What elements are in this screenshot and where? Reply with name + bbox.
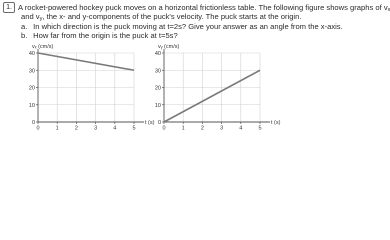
stem-line-1-subscript: x <box>387 7 390 13</box>
vy-x-tick-label: 1 <box>181 125 185 132</box>
question-b <box>21 31 178 40</box>
vy-x-tick-label: 0 <box>162 125 166 132</box>
vy-graph-svg <box>148 41 288 132</box>
question-a-letter: a. <box>21 22 28 31</box>
vx-x-tick-label: 4 <box>113 125 117 132</box>
vx-y-axis-label: vₓ (cm/s) <box>32 44 54 50</box>
vx-y-tick-label: 0 <box>31 120 35 126</box>
vx-y-tick-label: 30 <box>28 68 35 75</box>
vy-y-tick-label: 20 <box>154 85 161 92</box>
stem-line-1-text: A rocket-powered hockey puck moves on a horizontal frictionless table. The following figure shows graphs of v <box>18 3 388 12</box>
vy-y-axis-label: vᵧ (cm/s) <box>158 44 180 50</box>
question-b-letter: b. <box>21 31 28 40</box>
vx-x-tick-label: 1 <box>55 125 59 132</box>
stem-line-2-text-b: , the x- and y-components of the puck's velocity. The puck starts at the origin. <box>42 12 302 21</box>
vy-y-tick-label: 40 <box>154 51 161 57</box>
vx-x-tick-label: 5 <box>132 125 136 132</box>
vx-x-tick-label: 3 <box>94 125 98 132</box>
stem-line-2-subscript: y <box>39 16 43 22</box>
stem-line-2-text-a: and v <box>21 12 40 21</box>
vy-x-tick-label: 4 <box>239 125 243 132</box>
vy-x-tick-label: 2 <box>200 125 204 132</box>
vy-graph <box>148 41 288 132</box>
question-b-text: How far from the origin is the puck at t=5s? <box>33 31 178 40</box>
vx-graph-svg <box>22 41 162 132</box>
vy-x-tick-label: 5 <box>258 125 262 132</box>
vy-x-axis-label: t (s) <box>271 120 281 126</box>
vx-x-tick-label: 2 <box>74 125 78 132</box>
problem-number: 1. <box>3 2 15 13</box>
question-a-text: In which direction is the puck moving at t=2s? Give your answer as an angle from the x-axis. <box>33 22 343 31</box>
question-a <box>21 22 343 31</box>
vy-y-tick-label: 30 <box>154 68 161 75</box>
vx-x-tick-label: 0 <box>36 125 40 132</box>
vy-y-tick-label: 10 <box>154 102 161 109</box>
vx-y-tick-label: 10 <box>28 102 35 109</box>
vx-graph <box>22 41 162 132</box>
vx-x-axis-label: t (s) <box>145 120 155 126</box>
vy-x-tick-label: 3 <box>220 125 224 132</box>
vx-y-tick-label: 20 <box>28 85 35 92</box>
vx-y-tick-label: 40 <box>28 51 35 57</box>
vy-y-tick-label: 0 <box>157 120 161 126</box>
